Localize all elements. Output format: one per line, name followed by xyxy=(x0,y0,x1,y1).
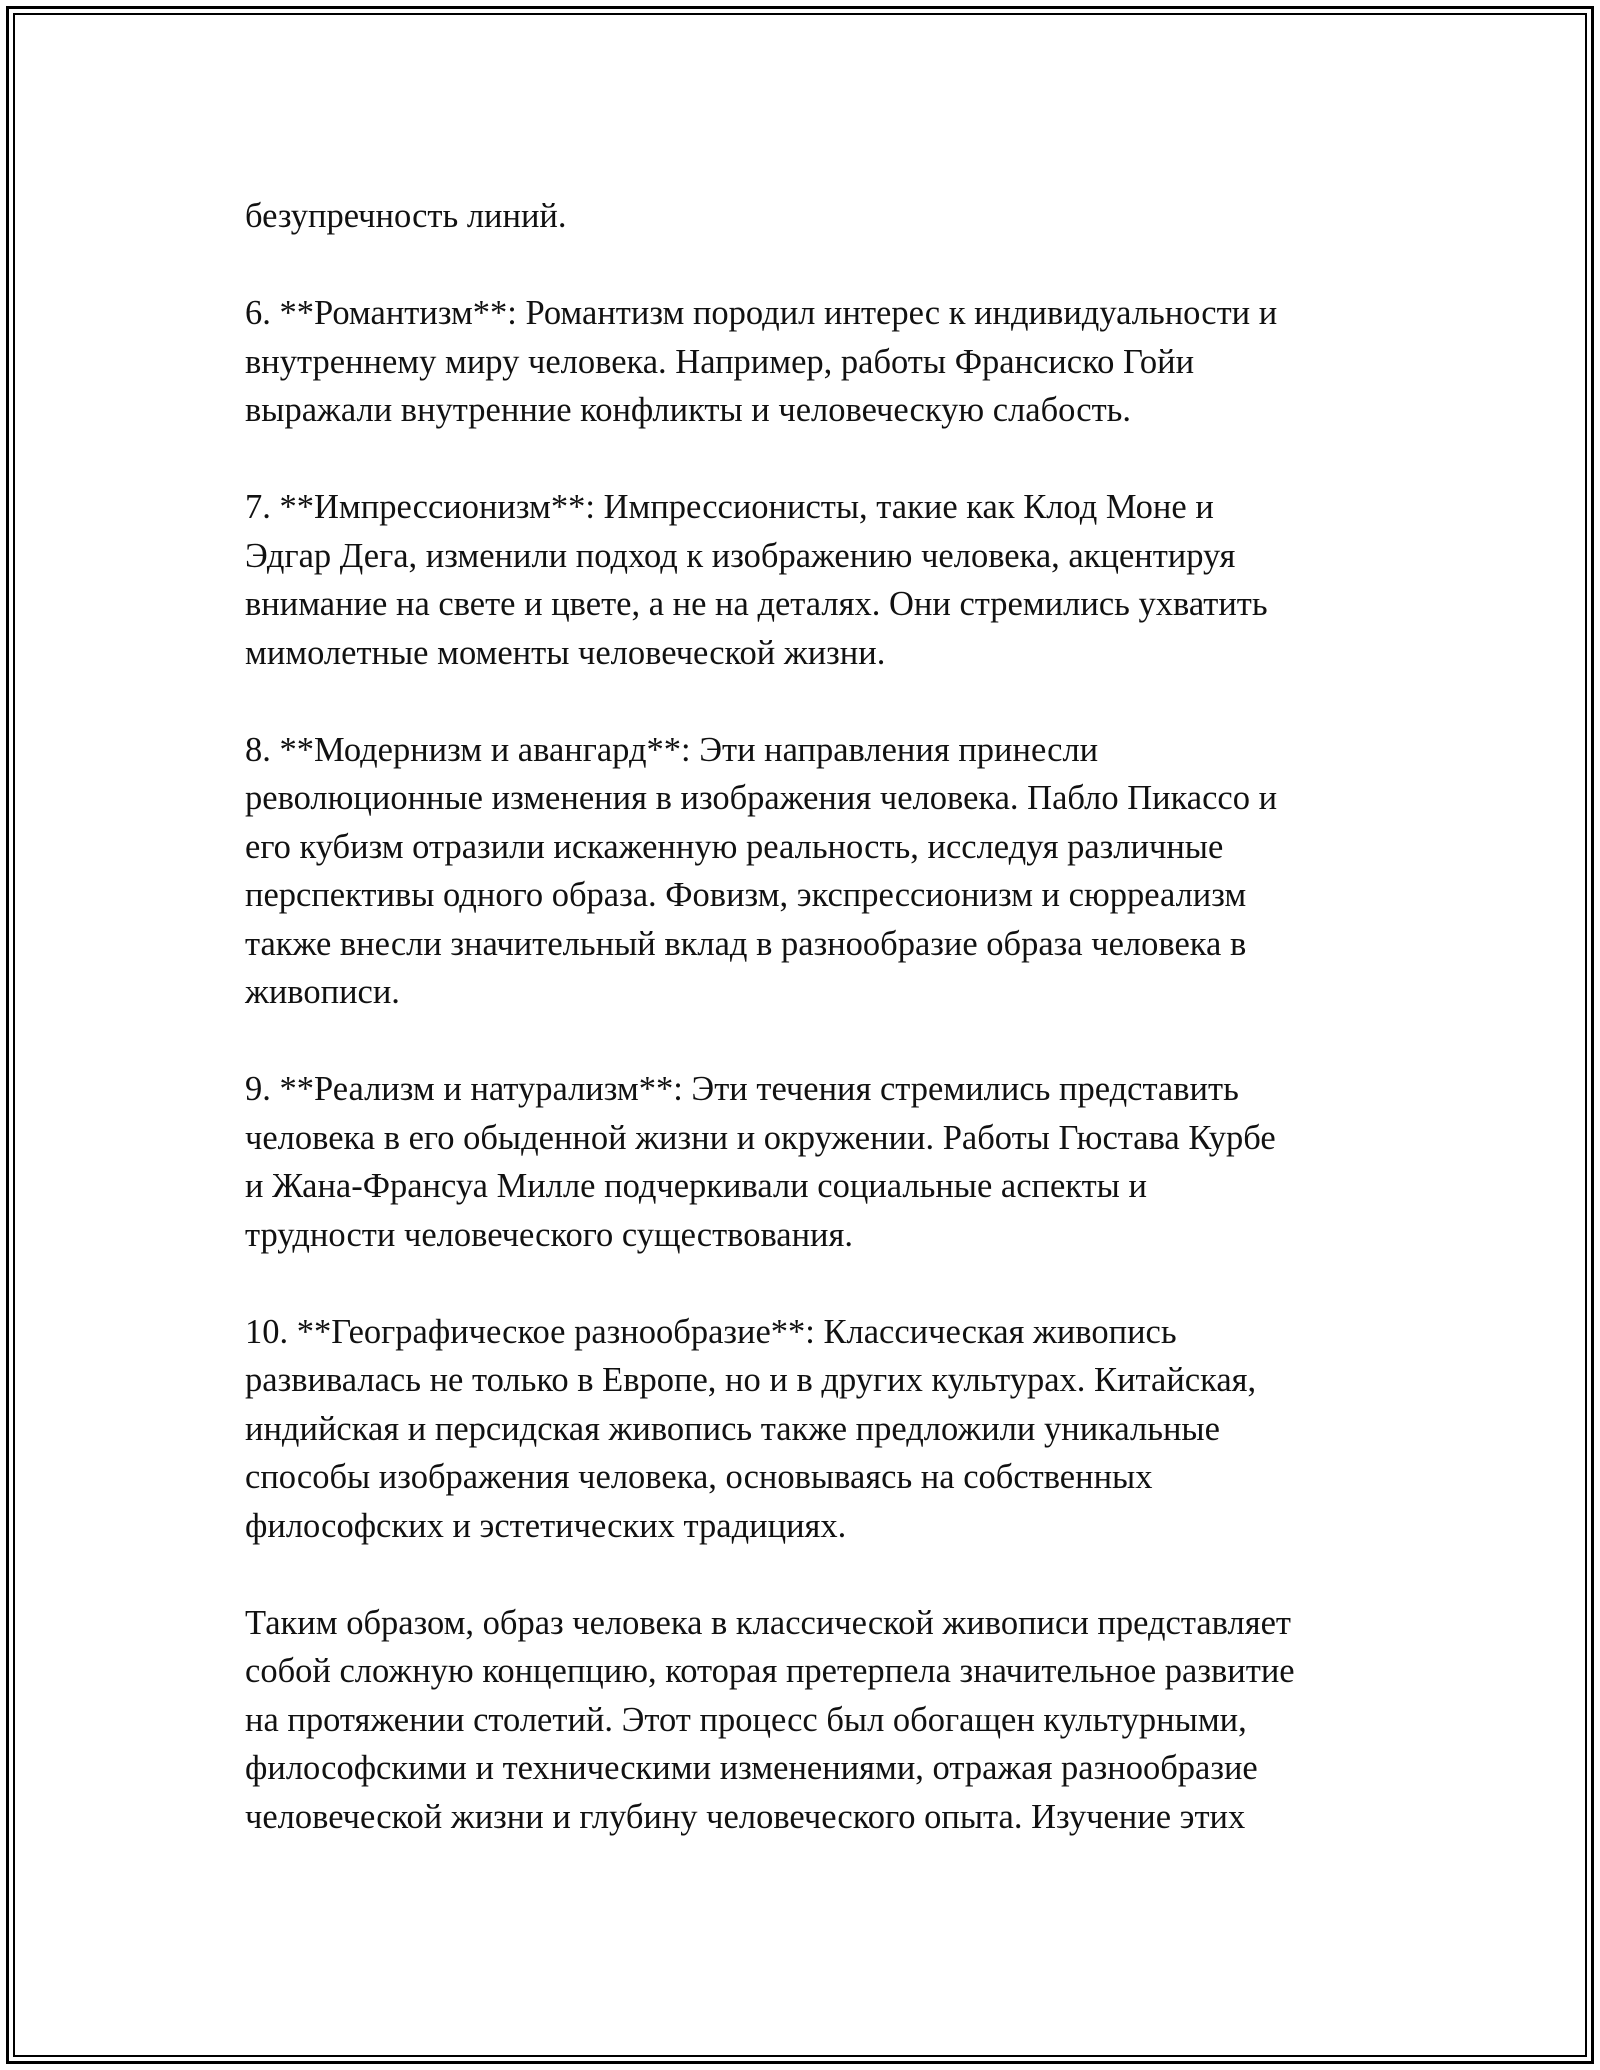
paragraph-modernism: 8. **Модернизм и авангард**: Эти направления принесли революционные изменения в изображения человека. Пабло Пикассо и его кубизм отразили искаженную реальность, исследуя различные перспективы одного образа. Фовизм, экспрессионизм и сюрреализм также внесли значительный вклад в разнообразие образа человека в живописи. xyxy=(245,730,1278,1011)
document-body xyxy=(245,192,1385,1890)
paragraph-impressionism: 7. **Импрессионизм**: Импрессионисты, такие как Клод Моне и Эдгар Дега, изменили подход к изображению человека, акцентируя внимание на свете и цвете, а не на деталях. Они стремились ухватить мимолетные моменты человеческой жизни. xyxy=(245,488,1268,672)
paragraph-realism: 9. **Реализм и натурализм**: Эти течения стремились представить человека в его обыденной жизни и окружении. Работы Гюстава Курбе и Жана-Франсуа Милле подчеркивали социальные аспекты и трудности человеческого существования. xyxy=(245,1070,1276,1254)
paragraph-conclusion: Таким образом, образ человека в классической живописи представляет собой сложную концепцию, которая претерпела значительное развитие на протяжении столетий. Этот процесс был обогащен культурными, философскими и техническими изменениями, отражая разнообразие человеческой жизни и глубину человеческого опыта. Изучение этих xyxy=(245,1603,1295,1836)
page-frame xyxy=(6,6,1594,2064)
paragraph-geography: 10. **Географическое разнообразие**: Классическая живопись развивалась не только в Европе, но и в других культурах. Китайская, индийская и персидская живопись также предложили уникальные способы изображения человека, основываясь на собственных философских и эстетических традициях. xyxy=(245,1312,1257,1545)
paragraph-romanticism: 6. **Романтизм**: Романтизм породил интерес к индивидуальности и внутреннему миру человека. Например, работы Франсиско Гойи выражали внутренние конфликты и человеческую слабость. xyxy=(245,294,1278,429)
paragraph-continuation: безупречность линий. xyxy=(245,197,567,235)
